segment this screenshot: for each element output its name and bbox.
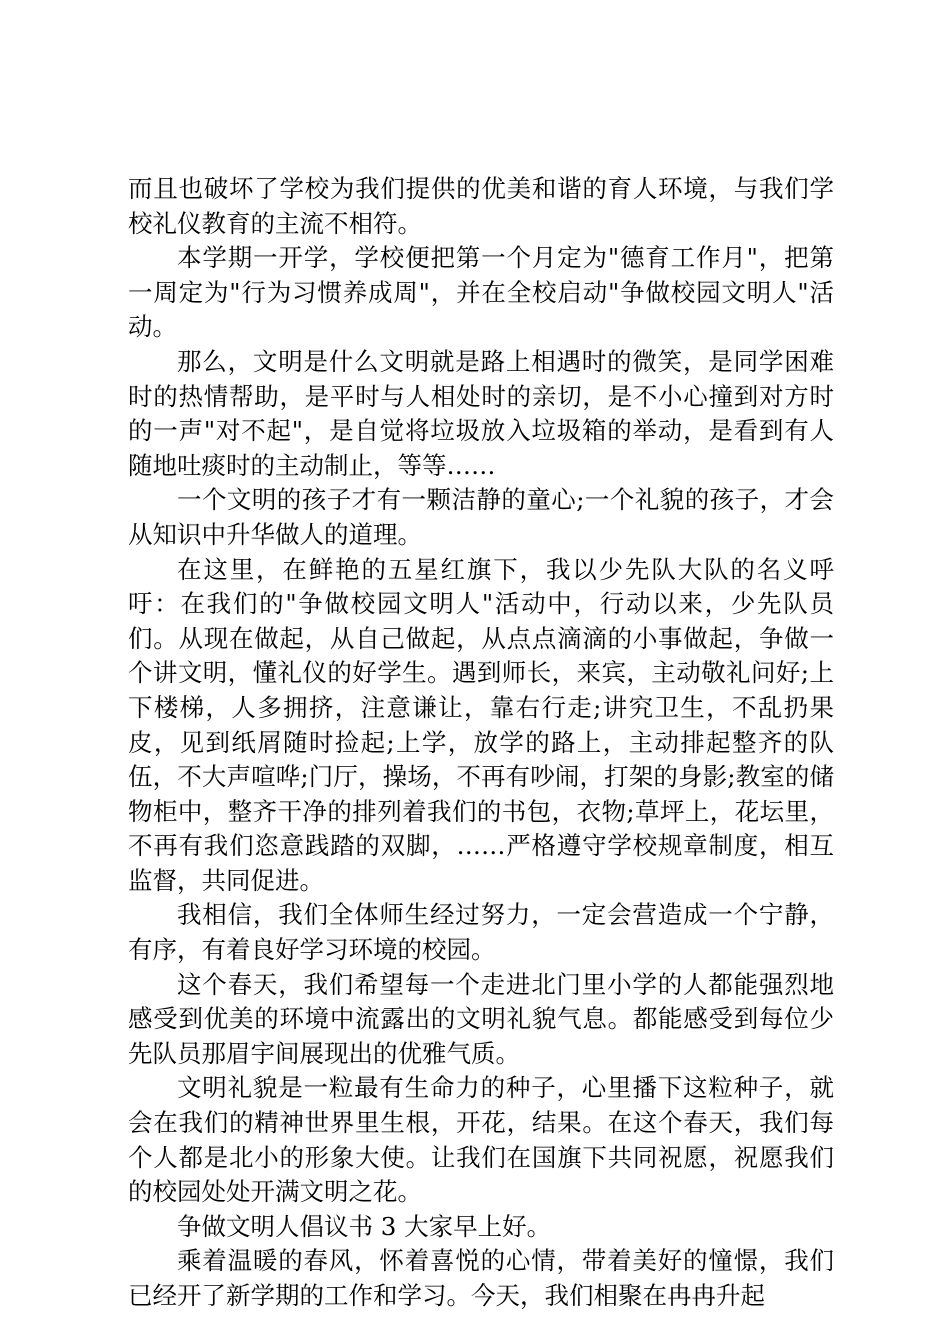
document-body bbox=[128, 172, 834, 1314]
paragraph-4: 一个文明的孩子才有一颗洁静的童心;一个礼貌的孩子，才会从知识中升华做人的道理。 bbox=[128, 485, 834, 549]
paragraph-1: 而且也破坏了学校为我们提供的优美和谐的育人环境，与我们学校礼仪教育的主流不相符。 bbox=[128, 174, 834, 238]
paragraph-3: 那么，文明是什么文明就是路上相遇时的微笑，是同学困难时的热情帮助，是平时与人相处时的亲切，是不小心撞到对方时的一声"对不起"，是自觉将垃圾放入垃圾箱的举动，是看到有人随地吐痰时的主动制止，等等…… bbox=[128, 346, 834, 480]
paragraph-6: 我相信，我们全体师生经过努力，一定会营造成一个宁静，有序，有着良好学习环境的校园。 bbox=[128, 900, 834, 965]
paragraph-5: 在这里，在鲜艳的五星红旗下，我以少先队大队的名义呼吁：在我们的"争做校园文明人"活动中，行动以来，少先队员们。从现在做起，从自己做起，从点点滴滴的小事做起，争做一个讲文明，懂礼仪的好学生。遇到师长，来宾，主动敬礼问好;上下楼梯，人多拥挤，注意谦让，靠右行走;讲究卫生，不乱扔果皮，见到纸屑随时捡起;上学，放学的路上，主动排起整齐的队伍，不大声喧哗;门厅，操场，不再有吵闹，打架的身影;教室的储物柜中，整齐干净的排列着我们的书包，衣物;草坪上，花坛里，不再有我们恣意践踏的双脚，……严格遵守学校规章制度，相互监督，共同促进。 bbox=[128, 554, 834, 895]
paragraph-10: 乘着温暖的春风，怀着喜悦的心情，带着美好的憧憬，我们已经开了新学期的工作和学习。今天，我们相聚在冉冉升起 bbox=[128, 1246, 834, 1310]
paragraph-7: 这个春天，我们希望每一个走进北门里小学的人都能强烈地感受到优美的环境中流露出的文明礼貌气息。都能感受到每位少先队员那眉宇间展现出的优雅气质。 bbox=[128, 969, 834, 1068]
paragraph-9: 争做文明人倡议书 3 大家早上好。 bbox=[177, 1211, 552, 1241]
paragraph-8: 文明礼貌是一粒最有生命力的种子，心里播下这粒种子，就会在我们的精神世界里生根，开花，结果。在这个春天，我们每个人都是北小的形象大使。让我们在国旗下共同祝愿，祝愿我们的校园处处开满文明之花。 bbox=[128, 1073, 834, 1207]
paragraph-2: 本学期一开学，学校便把第一个月定为"德育工作月"，把第一周定为"行为习惯养成周"，并在全校启动"争做校园文明人"活动。 bbox=[128, 243, 834, 342]
